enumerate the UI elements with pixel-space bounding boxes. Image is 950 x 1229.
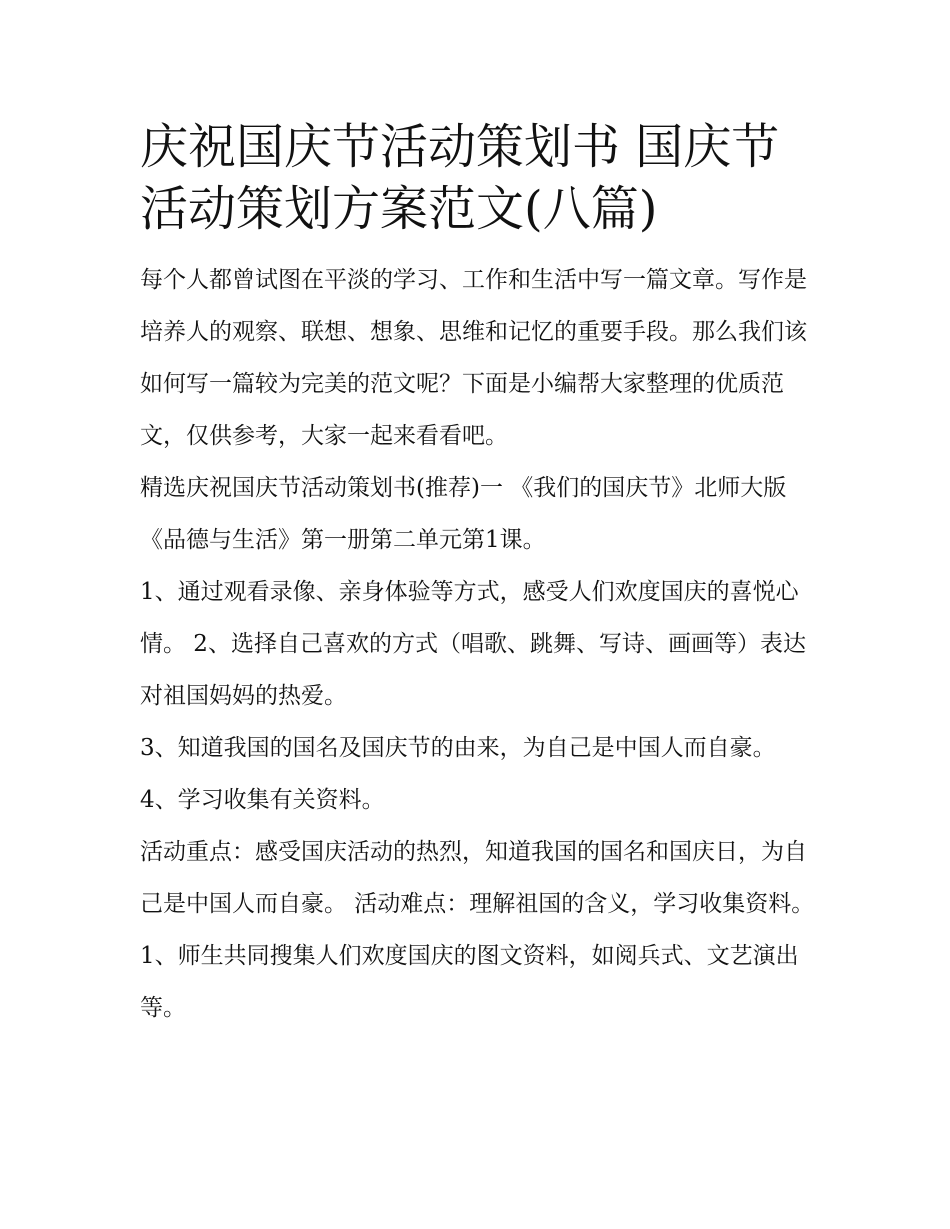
section-heading-paragraph: 精选庆祝国庆节活动策划书(推荐)一 《我们的国庆节》北师大版《品德与生活》第一册第二单元第1课。: [140, 475, 787, 553]
key-points-paragraph: 活动重点：感受国庆活动的热烈，知道我国的国名和国庆日，为自己是中国人而自豪。 活动难点：理解祖国的含义，学习收集资料。: [140, 839, 815, 917]
preparation-paragraph: 1、师生共同搜集人们欢度国庆的图文资料，如阅兵式、文艺演出等。: [140, 943, 799, 1021]
document-title: 庆祝国庆节活动策划书 国庆节活动策划方案范文(八篇): [140, 119, 780, 237]
goal-paragraph-3-4: 3、知道我国的国名及国庆节的由来，为自己是中国人而自豪。 4、学习收集有关资料。: [140, 735, 776, 813]
document-body: [140, 116, 820, 1034]
intro-paragraph: 每个人都曾试图在平淡的学习、工作和生活中写一篇文章。写作是培养人的观察、联想、想象、思维和记忆的重要手段。那么我们该如何写一篇较为完美的范文呢？下面是小编帮大家整理的优质范文，仅供参考，大家一起来看看吧。: [140, 267, 807, 449]
goal-paragraph-1-2: 1、通过观看录像、亲身体验等方式，感受人们欢度国庆的喜悦心情。 2、选择自己喜欢的方式（唱歌、跳舞、写诗、画画等）表达对祖国妈妈的热爱。: [140, 579, 806, 709]
